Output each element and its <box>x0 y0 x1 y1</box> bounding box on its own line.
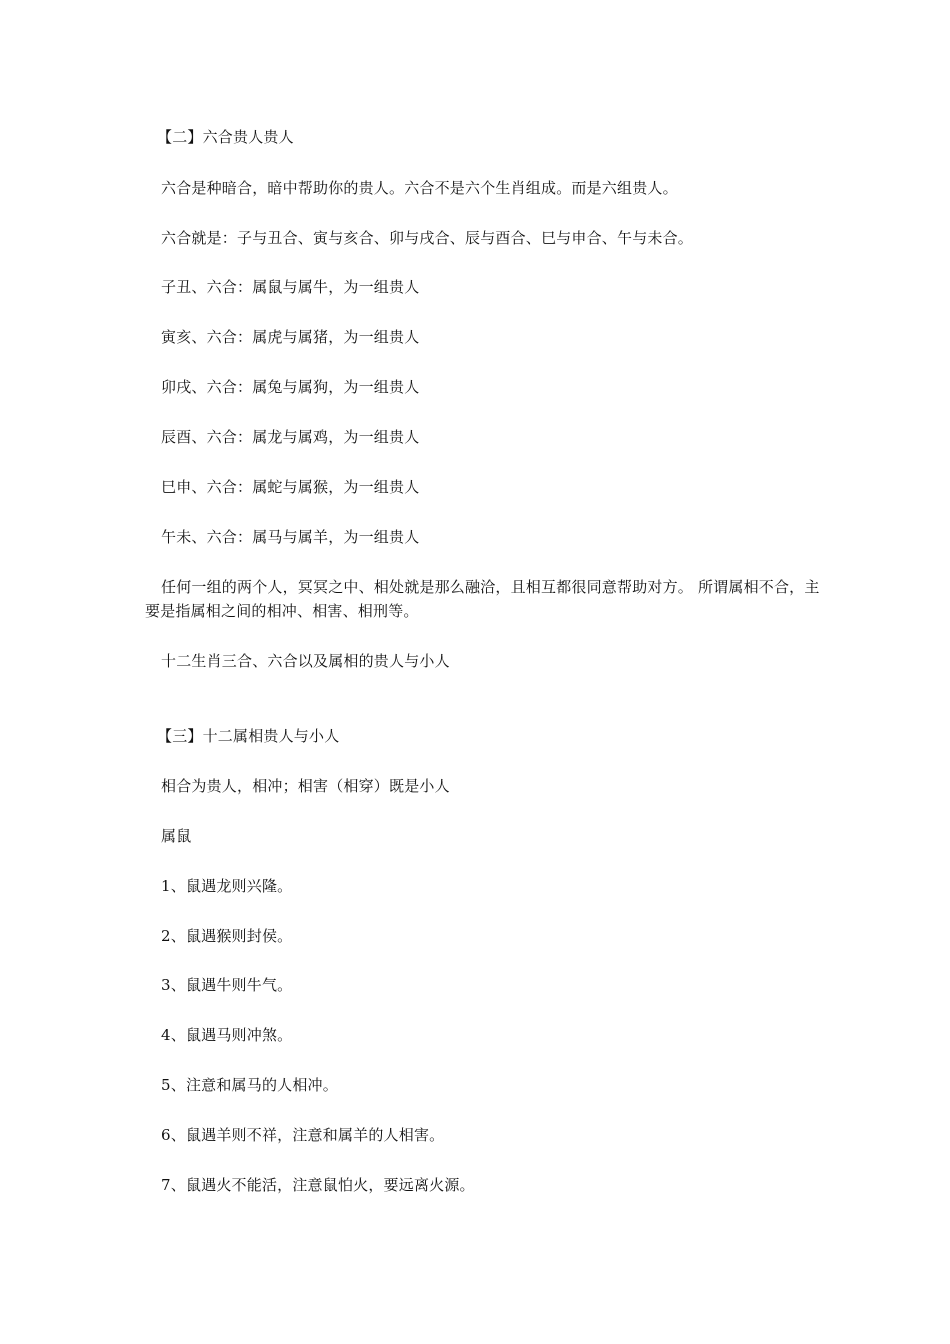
list-item-2: 2、鼠遇猴则封侯。 <box>161 927 293 945</box>
list-item-5: 5、注意和属马的人相冲。 <box>161 1076 338 1094</box>
zodiac-label: 属鼠 <box>161 827 192 845</box>
pair-line-5: 巳申、六合：属蛇与属猴，为一组贵人 <box>161 478 420 496</box>
list-item-3: 3、鼠遇牛则牛气。 <box>161 976 293 994</box>
pair-line-3: 卯戌、六合：属兔与属狗，为一组贵人 <box>161 378 420 396</box>
section2-explanation: 任何一组的两个人，冥冥之中、相处就是那么融洽，且相互都很同意帮助对方。 所谓属相不合，主要是指属相之间的相冲、相害、相刑等。 <box>145 578 820 620</box>
section2-definition: 六合就是：子与丑合、寅与亥合、卯与戌合、辰与酉合、巳与申合、午与未合。 <box>161 229 694 247</box>
section2-subtitle: 十二生肖三合、六合以及属相的贵人与小人 <box>161 652 450 670</box>
section2-heading: 【二】六合贵人贵人 <box>157 128 294 146</box>
section3-heading: 【三】十二属相贵人与小人 <box>157 727 340 745</box>
pair-line-4: 辰酉、六合：属龙与属鸡，为一组贵人 <box>161 428 420 446</box>
list-item-6: 6、鼠遇羊则不祥，注意和属羊的人相害。 <box>161 1126 445 1144</box>
list-item-4: 4、鼠遇马则冲煞。 <box>161 1026 293 1044</box>
list-item-7: 7、鼠遇火不能活，注意鼠怕火，要远离火源。 <box>161 1176 475 1194</box>
list-item-1: 1、鼠遇龙则兴隆。 <box>161 877 293 895</box>
section2-intro: 六合是种暗合，暗中帮助你的贵人。六合不是六个生肖组成。而是六组贵人。 <box>161 179 678 197</box>
pair-line-1: 子丑、六合：属鼠与属牛，为一组贵人 <box>161 278 420 296</box>
pair-line-2: 寅亥、六合：属虎与属猪，为一组贵人 <box>161 328 420 346</box>
pair-line-6: 午未、六合：属马与属羊，为一组贵人 <box>161 528 420 546</box>
section3-intro: 相合为贵人，相冲；相害（相穿）既是小人 <box>161 777 450 795</box>
